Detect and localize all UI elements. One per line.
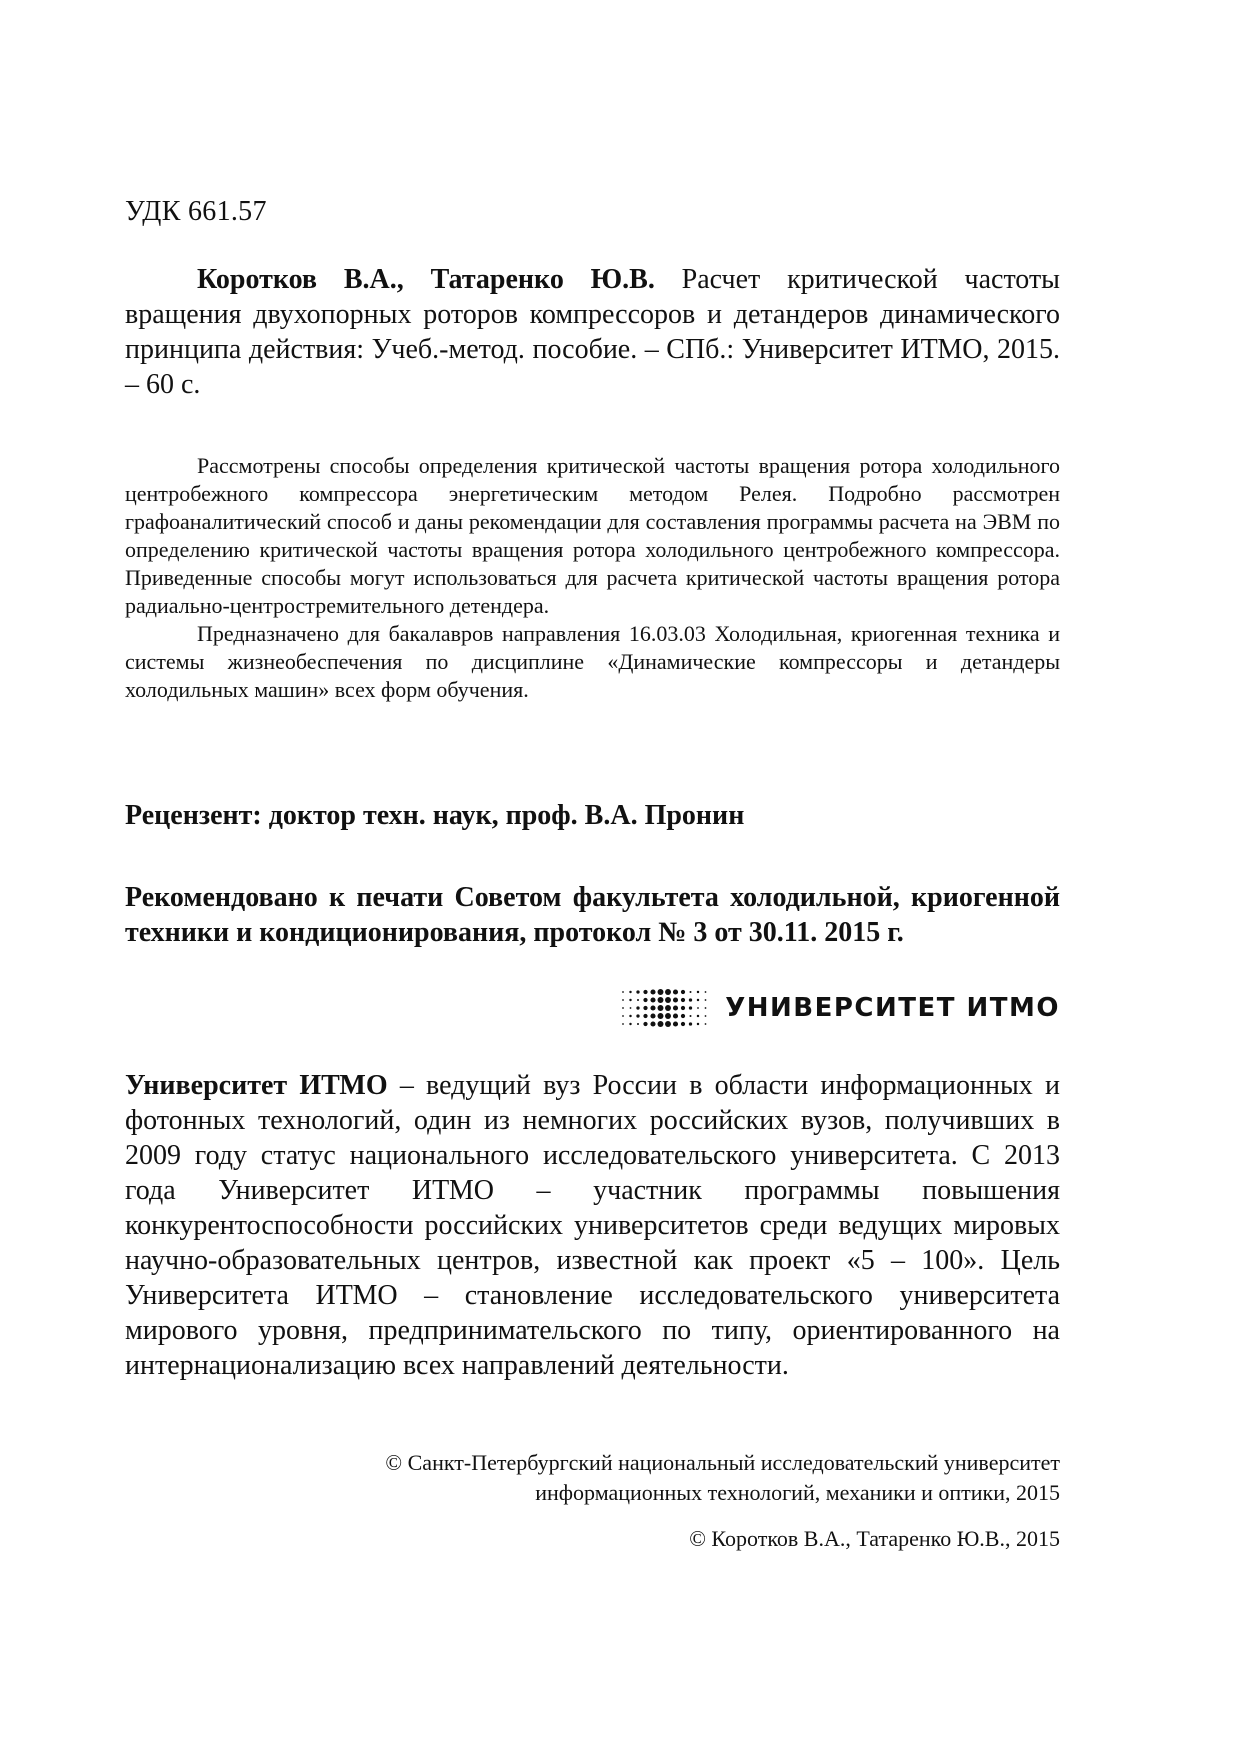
logo-dot: [665, 1005, 671, 1011]
copyright-authors: © Коротков В.А., Татаренко Ю.В., 2015: [689, 1526, 1060, 1551]
copyright-block: [160, 1448, 1060, 1554]
logo-dot: [689, 998, 692, 1001]
logo-dot: [673, 989, 678, 994]
audience-paragraph: Предназначено для бакалавров направления 16.03.03 Холодильная, криогенная техника и системы жизнеобеспечения по дисциплине «Динамические компрессоры и детандеры холодильных машин» всех форм обучения.: [125, 621, 1060, 702]
logo-dot: [629, 1023, 631, 1025]
logo-dot: [651, 1021, 656, 1026]
logo-dot: [651, 1013, 656, 1018]
logo-dot: [681, 1006, 685, 1010]
copyright-university-line1: © Санкт-Петербургский национальный исследовательский университет: [385, 1450, 1060, 1475]
logo-dot: [681, 1014, 685, 1018]
logo-dot: [705, 1023, 707, 1025]
logo-dot: [705, 1007, 707, 1009]
bibliographic-record: [125, 262, 1060, 402]
logo-dot: [681, 1022, 685, 1026]
logo-dot: [651, 989, 656, 994]
reviewer: Рецензент: доктор техн. наук, проф. В.А. Пронин: [125, 800, 745, 831]
university-description: – ведущий вуз России в области информационных и фотонных технологий, один из немногих российских вузов, получивших в 2009 году статус национального исследовательского университета. С 2013 года Университет ИТМО – участник программы повышения конкурентоспособности российских университетов среди ведущих мировых научно-образовательных центров, известной как проект «5 – 100». Цель Университета ИТМО – становление исследовательского университета мирового уровня, предпринимательского по типу, ориентированного на интернационализацию всех направлений деятельности.: [125, 1070, 1060, 1381]
logo-dot: [644, 998, 648, 1002]
udk-code: УДК 661.57: [125, 196, 267, 227]
logo-dot: [665, 1021, 671, 1027]
logo-dot: [622, 999, 624, 1001]
copyright-university-line2: информационных технологий, механики и оптики, 2015: [535, 1480, 1060, 1505]
logo-text: УНИВЕРСИТЕТ ИТМО: [725, 993, 1060, 1023]
logo-dot: [630, 1007, 632, 1009]
authors: Коротков В.А., Татаренко Ю.В.: [197, 264, 655, 295]
logo-dot: [629, 999, 631, 1001]
logo-dot: [697, 991, 699, 993]
logo-dot: [673, 1005, 678, 1010]
logo-dot: [689, 1006, 692, 1009]
recommended-for-print: Рекомендовано к печати Советом факультета холодильной, криогенной техники и кондиционирования, протокол № 3 от 30.11. 2015 г.: [125, 882, 1060, 948]
logo-dot: [665, 989, 671, 995]
logo-dot: [629, 1015, 631, 1017]
logo-dot: [673, 1021, 678, 1026]
itmo-logo: [630, 985, 1060, 1031]
logo-dot: [697, 1007, 699, 1009]
logo-dot: [697, 1023, 699, 1025]
logo-dot: [673, 997, 678, 1002]
logo-dot: [681, 998, 685, 1002]
logo-dot: [629, 991, 631, 993]
logo-dot: [622, 1023, 624, 1025]
logo-dot: [658, 1005, 664, 1011]
logo-dot: [673, 1013, 678, 1018]
logo-dot: [651, 997, 656, 1002]
logo-dot: [658, 989, 664, 995]
logo-dot: [637, 1014, 640, 1017]
logo-dot: [622, 1007, 624, 1009]
logo-dot: [637, 1006, 640, 1009]
itmo-dots-icon: [617, 985, 713, 1031]
university-name: Университет ИТМО: [125, 1070, 388, 1101]
logo-dot: [644, 1006, 648, 1010]
university-about: [125, 1068, 1060, 1383]
logo-dot: [644, 1014, 648, 1018]
logo-dot: [622, 1015, 624, 1017]
logo-dot: [705, 1015, 707, 1017]
logo-dot: [637, 990, 640, 993]
logo-dot: [705, 991, 707, 993]
logo-dot: [681, 990, 685, 994]
logo-dot: [622, 991, 624, 993]
logo-dot: [705, 999, 707, 1001]
logo-dot: [690, 991, 692, 993]
logo-dot: [658, 997, 664, 1003]
logo-dot: [644, 990, 648, 994]
logo-dot: [697, 999, 699, 1001]
logo-dot: [665, 1013, 671, 1019]
logo-dot: [690, 1015, 692, 1017]
abstract: [125, 452, 1060, 704]
logo-dot: [658, 1013, 664, 1019]
logo-dot: [697, 1015, 699, 1017]
logo-dot: [637, 999, 639, 1001]
logo-dot: [658, 1021, 664, 1027]
abstract-paragraph: Рассмотрены способы определения критической частоты вращения ротора холодильного центробежного компрессора энергетическим методом Релея. Подробно рассмотрен графоаналитический способ и даны рекомендации для составления программы расчета на ЭВМ по определению критической частоты вращения ротора холодильного центробежного компрессора. Приведенные способы могут использоваться для расчета критической частоты вращения ротора радиально-центростремительного детендера.: [125, 453, 1060, 618]
bibliographic-description: Расчет критической частоты вращения двухопорных роторов компрессоров и детандеров динамического принципа действия: Учеб.-метод. пособие. – СПб.: Университет ИТМО, 2015. – 60 с.: [125, 264, 1060, 400]
logo-dot: [665, 997, 671, 1003]
logo-dot: [689, 1022, 692, 1025]
logo-dot: [651, 1005, 656, 1010]
logo-dot: [644, 1022, 648, 1026]
logo-dot: [637, 1023, 639, 1025]
